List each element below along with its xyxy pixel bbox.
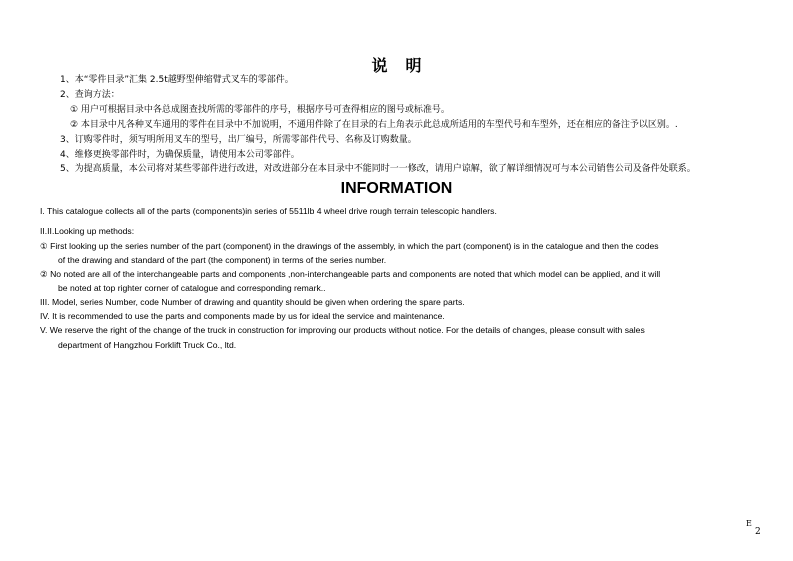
chinese-note-1: 1、本“零件目录”汇集 2.5t越野型伸缩臂式叉车的零部件。 xyxy=(60,75,294,85)
chinese-title: 说明 xyxy=(371,56,440,75)
english-note-5: V. We reserve the right of the change of the truck in construction for improving our products without notice. For the details of changes, please consult with sales xyxy=(40,325,645,335)
english-note-1: I. This catalogue collects all of the parts (components)in series of 5511lb 4 wheel drive rough terrain telescopic handlers. xyxy=(40,206,497,216)
chinese-note-4: 4、维修更换零部件时，为确保质量，请使用本公司零部件。 xyxy=(60,150,300,160)
english-note-2-1: ① First looking up the series number of the part (component) in the drawings of the assembly, in which the part (component) is in the catalogue and then the codes xyxy=(40,241,659,251)
english-note-2-1-cont: of the drawing and standard of the part (the component) in terms of the series number. xyxy=(58,255,387,265)
english-note-5-cont: department of Hangzhou Forklift Truck Co., ltd. xyxy=(58,340,237,350)
english-note-2-2-cont: be noted at top righter corner of catalogue and corresponding remark.. xyxy=(58,283,326,293)
footer-section-letter: E xyxy=(746,519,752,528)
chinese-note-2-2: ② 本目录中凡各种叉车通用的零件在目录中不加说明，不通用件除了在目录的右上角表示此总成所适用的车型代号和车型外，还在相应的备注予以区别。. xyxy=(70,120,678,130)
chinese-note-2-1: ① 用户可根据目录中各总成图查找所需的零部件的序号，根据序号可查得相应的图号或标准号。 xyxy=(70,105,450,115)
english-note-2-2: ② No noted are all of the interchangeable parts and components ,non-interchangeable parts and components are noted that which model can be applied, and it will xyxy=(40,269,661,279)
page-number: 2 xyxy=(755,527,761,537)
english-note-2: II.II.Looking up methods: xyxy=(40,226,135,236)
chinese-note-2: 2、查询方法： xyxy=(60,90,120,100)
english-title: INFORMATION xyxy=(340,180,453,197)
english-note-4: IV. It is recommended to use the parts and components made by us for ideal the service and maintenance. xyxy=(40,311,445,321)
chinese-note-3: 3、订购零件时，须写明所用叉车的型号，出厂编号，所需零部件代号、名称及订购数量。 xyxy=(60,135,417,145)
chinese-note-5: 5、为提高质量，本公司将对某些零部件进行改进，对改进部分在本目录中不能同时一一修改，请用户谅解，欲了解详细情况可与本公司销售公司及备件处联系。 xyxy=(60,164,696,174)
english-note-3: III. Model, series Number, code Number of drawing and quantity should be given when ordering the spare parts. xyxy=(40,297,465,307)
